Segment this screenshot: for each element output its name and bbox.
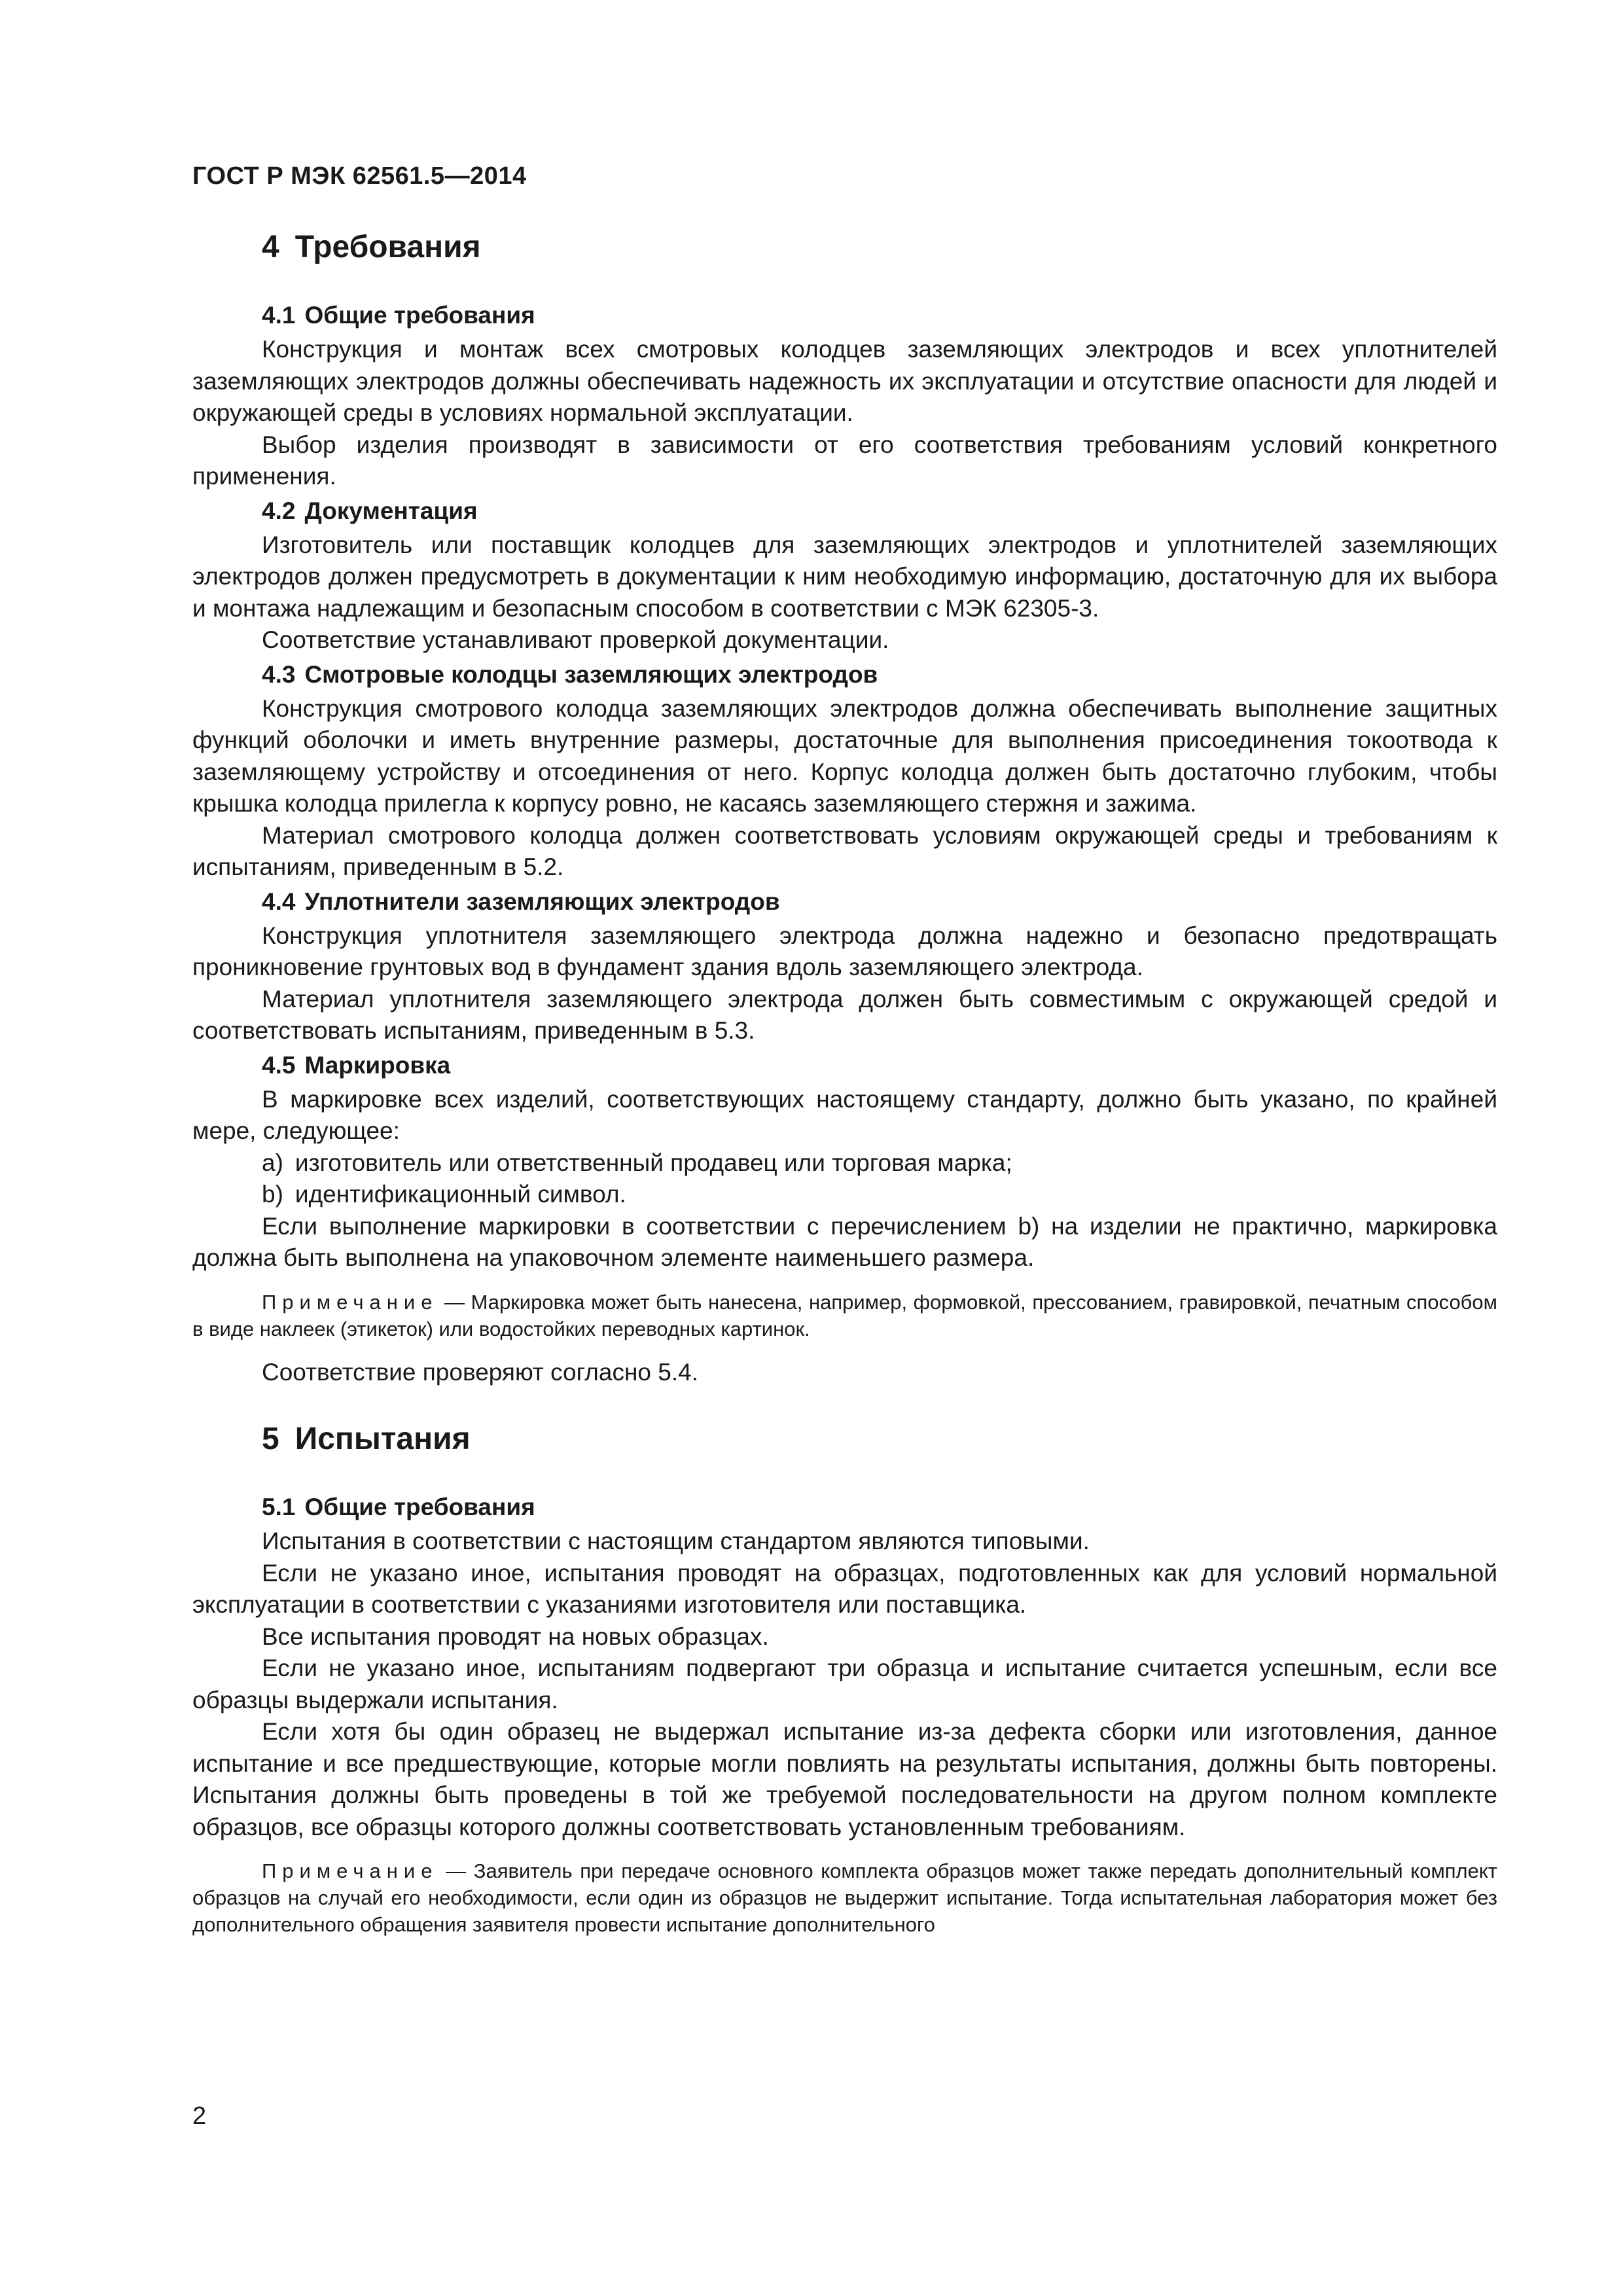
note-label: Примечание: [262, 1290, 438, 1314]
paragraph: Если выполнение маркировки в соответствии с перечислением b) на изделии не практично, маркировка должна быть выполнена на упаковочном элементе наименьшего размера.: [192, 1212, 1497, 1271]
list-item: [262, 1179, 1497, 1211]
paragraph: Материал уплотнителя заземляющего электрода должен быть совместимым с окружающей средой и соответствовать испытаниям, приведенным в 5.3.: [192, 985, 1497, 1044]
paragraph: В маркировке всех изделий, соответствующих настоящему стандарту, должно быть указано, по крайней мере, следующее:: [192, 1085, 1497, 1144]
paragraph: Все испытания проводят на новых образцах.: [262, 1623, 769, 1650]
note: [192, 1289, 1497, 1342]
subsection-heading: [262, 1489, 1497, 1526]
paragraph: Материал смотрового колодца должен соответствовать условиям окружающей среды и требованиям к испытаниям, приведенным в 5.2.: [192, 821, 1497, 880]
subsection-number: 4.5: [262, 1051, 296, 1079]
note-label: Примечание: [262, 1859, 438, 1882]
list-marker: b): [262, 1181, 283, 1208]
section-title: Испытания: [294, 1422, 471, 1456]
subsection-title: Уплотнители заземляющих электродов: [304, 888, 780, 915]
paragraph: Соответствие проверяют согласно 5.4.: [262, 1358, 698, 1386]
subsection-number: 4.3: [262, 660, 296, 688]
list-item-text: изготовитель или ответственный продавец или торговая марка;: [294, 1149, 1012, 1176]
subsection-number: 4.2: [262, 497, 296, 524]
list-marker: а): [262, 1149, 283, 1176]
page-body: [192, 223, 1497, 1938]
subsection-title: Маркировка: [304, 1051, 451, 1079]
subsection-number: 4.4: [262, 888, 296, 915]
subsection-heading: [262, 493, 1497, 529]
subsection-number: 4.1: [262, 302, 296, 329]
note: [192, 1857, 1497, 1938]
paragraph: Если не указано иное, испытания проводят на образцах, подготовленных как для условий нормальной эксплуатации в соответствии с указаниями изготовителя или поставщика.: [192, 1559, 1497, 1618]
section-heading: [262, 1414, 1497, 1464]
paragraph: Если не указано иное, испытаниям подвергают три образца и испытание считается успешным, если все образцы выдержали испытания.: [192, 1655, 1497, 1713]
subsection-title: Смотровые колодцы заземляющих электродов: [304, 660, 878, 688]
subsection-heading: [262, 884, 1497, 920]
paragraph: Изготовитель или поставщик колодцев для заземляющих электродов и уплотнителей заземляющих электродов должен предусмотреть в документации к ним необходимую информацию, достаточную для их выбора и монтажа надлежащим и безопасным способом в соответствии с МЭК 62305-3.: [192, 531, 1497, 622]
list-item-text: идентификационный символ.: [294, 1181, 626, 1208]
section-number: 4: [262, 230, 279, 264]
subsection-heading: [262, 656, 1497, 693]
note-text: — Маркировка может быть нанесена, например, формовкой, прессованием, гравировкой, печатным способом в виде наклеек (этикеток) или водостойких переводных картинок.: [192, 1290, 1497, 1340]
paragraph: Соответствие устанавливают проверкой документации.: [262, 626, 889, 653]
paragraph: Конструкция и монтаж всех смотровых колодцев заземляющих электродов и всех уплотнителей заземляющих электродов должны обеспечивать надежность их эксплуатации и отсутствие опасности для людей и окружающей среды в условиях нормальной эксплуатации.: [192, 336, 1497, 426]
paragraph: Конструкция уплотнителя заземляющего электрода должна надежно и безопасно предотвращать проникновение грунтовых вод в фундамент здания вдоль заземляющего электрода.: [192, 922, 1497, 980]
list-item: [262, 1147, 1497, 1179]
section-number: 5: [262, 1422, 279, 1456]
document-header: ГОСТ Р МЭК 62561.5—2014: [192, 162, 527, 190]
subsection-title: Общие требования: [304, 1494, 535, 1520]
paragraph: Выбор изделия производят в зависимости от его соответствия требованиям условий конкретного применения.: [192, 431, 1497, 490]
paragraph: Испытания в соответствии с настоящим стандартом являются типовыми.: [262, 1528, 1090, 1554]
paragraph: Конструкция смотрового колодца заземляющих электродов должна обеспечивать выполнение защитных функций оболочки и иметь внутренние размеры, достаточные для выполнения присоединения токоотвода к заземляющему устройству и отсоединения от него. Корпус колодца должен быть достаточно глубоким, чтобы крышка колодца прилегла к корпусу ровно, не касаясь заземляющего стержня и зажима.: [192, 694, 1497, 817]
paragraph: Если хотя бы один образец не выдержал испытание из-за дефекта сборки или изготовления, данное испытание и все предшествующие, которые могли повлиять на результаты испытания, должны быть повторены. Испытания должны быть проведены в той же требуемой последовательности на другом полном комплекте образцов, все образцы которого должны соответствовать установленным требованиям.: [192, 1718, 1497, 1840]
note-text: — Заявитель при передаче основного комплекта образцов может также передать дополнительный комплект образцов на случай его необходимости, если один из образцов не выдержит испытание. Тогда испытательная лаборатория может без дополнительного обращения заявителя провести испытание дополнительного: [192, 1859, 1497, 1936]
subsection-title: Общие требования: [304, 302, 535, 329]
page-number: 2: [192, 2102, 207, 2130]
subsection-number: 5.1: [262, 1494, 296, 1520]
section-heading: [262, 223, 1497, 272]
subsection-heading: [262, 1047, 1497, 1084]
subsection-title: Документация: [304, 497, 478, 524]
section-title: Требования: [294, 230, 481, 264]
subsection-heading: [262, 297, 1497, 334]
